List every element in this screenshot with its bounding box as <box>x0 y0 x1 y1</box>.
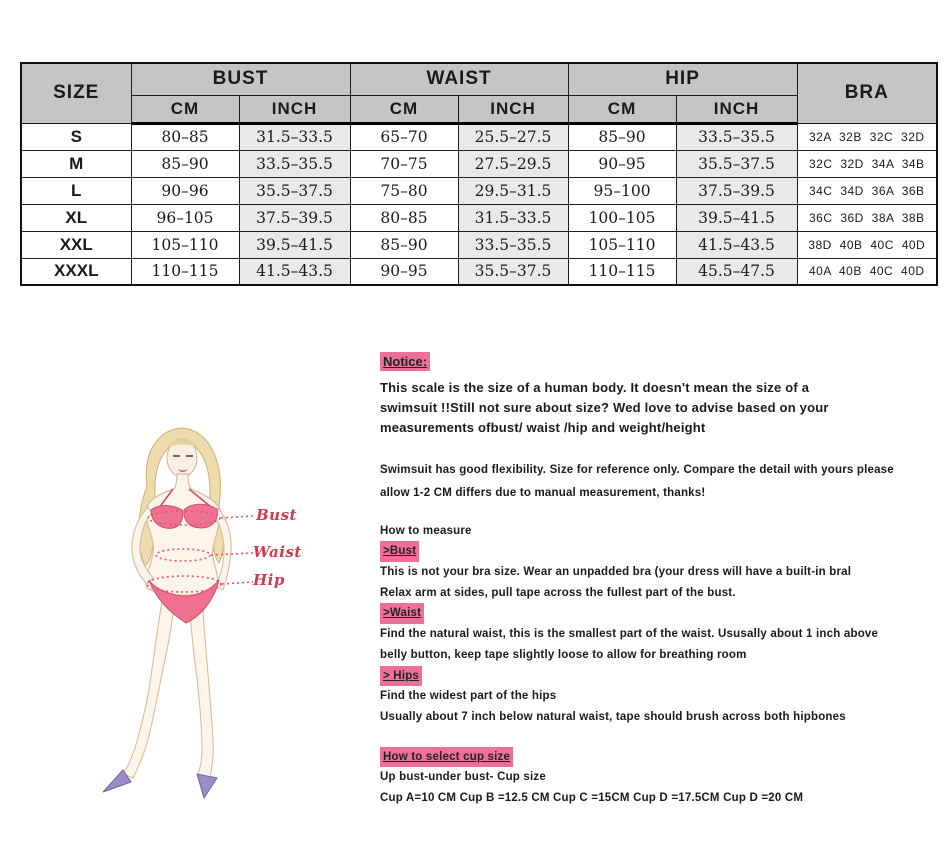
bra-value: 32A 32B 32C 32D <box>797 123 937 150</box>
hip-label: Hip <box>253 571 285 589</box>
waist-inch-value: 35.5–37.5 <box>458 258 568 285</box>
table-row-xxl <box>21 231 937 258</box>
waist-inch-value: 27.5–29.5 <box>458 150 568 177</box>
bust-cm-value: 105–110 <box>131 231 239 258</box>
bust-cm-header: CM <box>131 95 239 123</box>
bust-cm-value: 85–90 <box>131 150 239 177</box>
hips-instruction-line: Usually about 7 inch below natural waist, tape should brush across both hipbones <box>380 710 846 723</box>
bra-value: 40A 40B 40C 40D <box>797 258 937 285</box>
notice-section <box>380 352 936 809</box>
measurement-figure-illustration <box>85 418 355 803</box>
bra-header: BRA <box>797 63 937 123</box>
bust-inch-value: 37.5–39.5 <box>239 204 350 231</box>
bust-instruction-line: Relax arm at sides, pull tape across the fullest part of the bust. <box>380 586 736 599</box>
waist-cm-value: 70–75 <box>350 150 458 177</box>
how-to-measure-heading: How to measure <box>380 524 472 537</box>
waist-cm-value: 65–70 <box>350 123 458 150</box>
size-value: L <box>21 177 131 204</box>
waist-inch-value: 29.5–31.5 <box>458 177 568 204</box>
waist-instruction-line: Find the natural waist, this is the smallest part of the waist. Ususally about 1 inch above <box>380 628 879 641</box>
waist-label: Waist <box>253 543 302 561</box>
hip-leader-line <box>222 582 253 584</box>
flexibility-note-line: allow 1-2 CM differs due to manual measurement, thanks! <box>380 486 706 499</box>
hip-inch-value: 37.5–39.5 <box>676 177 797 204</box>
hip-cm-value: 110–115 <box>568 258 676 285</box>
bust-cm-value: 110–115 <box>131 258 239 285</box>
bust-inch-header: INCH <box>239 95 350 123</box>
bust-inch-value: 33.5–35.5 <box>239 150 350 177</box>
size-value: M <box>21 150 131 177</box>
hip-cm-value: 85–90 <box>568 123 676 150</box>
hip-cm-header: CM <box>568 95 676 123</box>
waist-cm-value: 85–90 <box>350 231 458 258</box>
hip-inch-value: 45.5–47.5 <box>676 258 797 285</box>
waist-section-heading <box>380 603 936 624</box>
size-value: S <box>21 123 131 150</box>
table-row-xl <box>21 204 937 231</box>
notice-body-line: swimsuit !!Still not sure about size? Wed love to advise based on your <box>380 400 829 416</box>
bust-section-heading <box>380 541 936 562</box>
size-value: XL <box>21 204 131 231</box>
bra-value: 36C 36D 38A 38B <box>797 204 937 231</box>
table-row-l <box>21 177 937 204</box>
cup-size-heading-text: How to select cup size <box>380 747 513 768</box>
hip-inch-value: 35.5–37.5 <box>676 150 797 177</box>
size-value: XXL <box>21 231 131 258</box>
hips-heading-text: > Hips <box>380 666 422 687</box>
size-chart-table <box>20 62 938 286</box>
hip-inch-header: INCH <box>676 95 797 123</box>
bust-inch-value: 41.5–43.5 <box>239 258 350 285</box>
hip-inch-value: 39.5–41.5 <box>676 204 797 231</box>
notice-body-line: measurements ofbust/ waist /hip and weight/height <box>380 420 706 436</box>
table-header-row-groups <box>21 63 937 95</box>
hip-cm-value: 95–100 <box>568 177 676 204</box>
hip-cm-value: 90–95 <box>568 150 676 177</box>
bust-cm-value: 90–96 <box>131 177 239 204</box>
hips-instruction-line: Find the widest part of the hips <box>380 690 557 703</box>
hip-inch-value: 33.5–35.5 <box>676 123 797 150</box>
flexibility-note-line: Swimsuit has good flexibility. Size for reference only. Compare the detail with yours please <box>380 463 894 476</box>
figure-torso <box>146 474 221 595</box>
cup-size-instruction-line: Cup A=10 CM Cup B =12.5 CM Cup C =15CM Cup D =17.5CM Cup D =20 CM <box>380 792 804 805</box>
size-value: XXXL <box>21 258 131 285</box>
table-row-m <box>21 150 937 177</box>
notice-body-line: This scale is the size of a human body. It doesn't mean the size of a <box>380 380 810 395</box>
waist-heading-text: >Waist <box>380 603 424 624</box>
notice-heading-text: Notice: <box>380 352 430 371</box>
bust-inch-value: 35.5–37.5 <box>239 177 350 204</box>
bust-heading-text: >Bust <box>380 541 419 562</box>
waist-inch-header: INCH <box>458 95 568 123</box>
figure-left-leg <box>123 596 175 778</box>
notice-heading <box>380 352 936 371</box>
hip-header: HIP <box>568 63 797 95</box>
waist-cm-header: CM <box>350 95 458 123</box>
figure-right-shoe <box>197 774 217 798</box>
waist-header: WAIST <box>350 63 568 95</box>
bust-cm-value: 80–85 <box>131 123 239 150</box>
waist-cm-value: 75–80 <box>350 177 458 204</box>
bust-inch-value: 39.5–41.5 <box>239 231 350 258</box>
cup-size-instruction-line: Up bust-under bust- Cup size <box>380 771 546 784</box>
size-chart-section <box>20 62 938 286</box>
bust-label: Bust <box>256 506 297 524</box>
table-row-s <box>21 123 937 150</box>
hip-inch-value: 41.5–43.5 <box>676 231 797 258</box>
hip-cm-value: 105–110 <box>568 231 676 258</box>
bra-value: 32C 32D 34A 34B <box>797 150 937 177</box>
waist-inch-value: 33.5–35.5 <box>458 231 568 258</box>
waist-cm-value: 90–95 <box>350 258 458 285</box>
waist-inch-value: 25.5–27.5 <box>458 123 568 150</box>
figure-right-leg <box>189 600 213 778</box>
size-header: SIZE <box>21 63 131 123</box>
bra-value: 38D 40B 40C 40D <box>797 231 937 258</box>
bra-value: 34C 34D 36A 36B <box>797 177 937 204</box>
table-row-xxxl <box>21 258 937 285</box>
hips-section-heading <box>380 666 936 687</box>
cup-size-section-heading <box>380 747 936 768</box>
bust-header: BUST <box>131 63 350 95</box>
hip-cm-value: 100–105 <box>568 204 676 231</box>
waist-inch-value: 31.5–33.5 <box>458 204 568 231</box>
bust-leader-line <box>221 516 253 518</box>
waist-cm-value: 80–85 <box>350 204 458 231</box>
waist-instruction-line: belly button, keep tape slightly loose to allow for breathing room <box>380 648 747 661</box>
bust-inch-value: 31.5–33.5 <box>239 123 350 150</box>
bust-cm-value: 96–105 <box>131 204 239 231</box>
bust-instruction-line: This is not your bra size. Wear an unpadded bra (your dress will have a built-in bral <box>380 566 852 579</box>
